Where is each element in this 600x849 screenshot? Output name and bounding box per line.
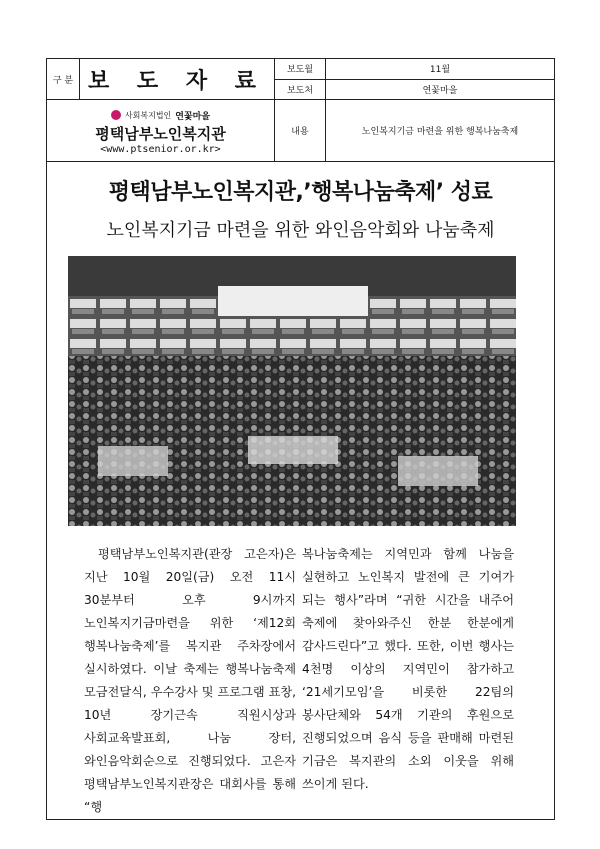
source-value: 연꽃마을	[326, 79, 555, 100]
org-url: <www.ptsenior.or.kr>	[100, 143, 221, 155]
org-name: 평택남부노인복지관	[95, 124, 226, 143]
content-value: 노인복지기금 마련을 위한 행복나눔축제	[326, 100, 555, 162]
date-label: 보도월	[275, 59, 326, 80]
org-foundation: 연꽃마을	[175, 111, 211, 122]
source-label: 보도처	[275, 79, 326, 100]
date-value: 11월	[326, 59, 555, 80]
content-label: 내용	[275, 100, 326, 162]
lotus-logo-icon	[111, 110, 121, 120]
article-body-left: 평택남부노인복지관(관장 고은자)은 지난 10월 20일(금) 오전 11시 30분부터 오후 9시까지 노인복지기금마련을 위한 ‘제12회 행복나눔축제’를 복지관 주차장에서 실시하였다. 이날 축제는 행복나눔축제 모금전달식, 우수강사 및 프로그램 표창, 10년 장기근속 직원시상과 사회교육발표회, 나눔 장터, 와인음악회순으로 진행되었다. 고은자 평택남부노인복지관장은 대회사를 통해 “행	[84, 547, 296, 814]
doc-type-title: 보 도 자 료	[80, 59, 275, 100]
event-photo-image	[68, 256, 516, 526]
article-body-right: 복나눔축제는 지역민과 함께 나눔을 실현하고 노인복지 발전에 큰 기여가 되는 행사”라며 “귀한 시간을 내주어 축제에 찾아와주신 한분 한분에게 감사드린다”고 했다. 또한, 이번 행사는 4천명 이상의 지역민이 참가하고 ‘21세기모임’을 비롯한 22팀의 봉사단체와 54개 기관의 후원으로 진행되었으며 음식 등을 판매해 마련된 기금은 복지관의 소외 이웃을 위해 쓰이게 된다.	[302, 547, 514, 791]
event-photo	[68, 256, 516, 526]
press-header-table	[46, 58, 555, 162]
category-label: 구 분	[47, 59, 80, 100]
article-headline: 평택남부노인복지관,’행복나눔축제’ 성료	[108, 180, 493, 205]
org-block	[47, 100, 275, 162]
article-subheadline: 노인복지기금 마련을 위한 와인음악회와 나눔축제	[106, 220, 495, 241]
org-sub-label: 사회복지법인	[124, 110, 172, 120]
